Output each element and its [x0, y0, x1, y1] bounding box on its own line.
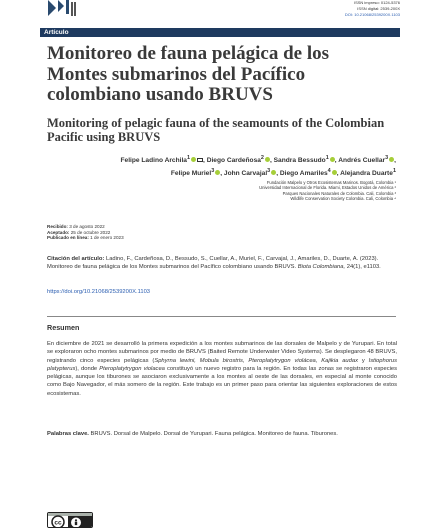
keywords-text: BRUVS. Dorsal de Malpelo. Dorsal de Yurupari. Fauna pelágica. Monitoreo de fauna. Tiburones. — [90, 431, 338, 437]
divider — [47, 316, 396, 317]
author-line-2: Felipe Muriel$^3$ , John Carvajal$^3$ , Diego Amariles$^4$ , Alejandra Duarte$^1$ — [170, 168, 396, 178]
orcid-icon[interactable] — [215, 170, 220, 175]
citation-text: Ladino, F., Cardeñosa, D., Bessudo, S., Cuellar, A., Muriel, F., Carvajal, J., Amariles, D., Duarte, A. (2023). Monitoreo de fauna pelágica de los Montes submarinos del Pacífico colombiano usando BRUVS. — [47, 256, 379, 270]
author-sup: 1 — [325, 155, 329, 161]
journal-logo — [46, 0, 80, 24]
citation — [47, 255, 396, 271]
abstract-heading: Resumen — [47, 323, 80, 332]
affiliation: Wildlife Conservation Society Colombia. Cali, Colombia ⁴ — [290, 196, 396, 202]
orcid-icon[interactable] — [271, 170, 276, 175]
affiliations — [136, 180, 396, 202]
orcid-icon[interactable] — [330, 157, 335, 162]
abstract-part: y — [358, 357, 369, 364]
author-line-1: Felipe Ladino Archila$^1$ , Diego Cardeñosa$^2$ , Sandra Bessudo$^1$ , Andrés Cuellar$^3$ , — [120, 155, 396, 165]
orcid-icon[interactable] — [265, 157, 270, 162]
doi-link[interactable]: https://doi.org/10.21068/2539200X.1103 — [47, 289, 151, 295]
author-sup: 1 — [392, 168, 396, 175]
date-label: Aceptado: — [47, 229, 70, 235]
orcid-icon[interactable] — [191, 157, 196, 162]
author-sup: 4 — [327, 168, 331, 175]
header-doi[interactable]: DOI: 10.21068/2539200X.1103 — [344, 12, 400, 17]
species-names: Istiophorus platypterus — [47, 357, 397, 372]
affiliation: Fundación Malpelo y Otros Ecosistemas Marinos. Bogotá, Colombia ¹ — [266, 180, 396, 185]
orcid-icon[interactable] — [332, 170, 337, 175]
cc-license-badge[interactable] — [47, 512, 93, 528]
species-names: Sphyrna lewini, Mobula birostris, Pteroplatytrygon violácea, Kajikia audax — [154, 357, 358, 364]
author-sup: 3 — [267, 168, 271, 175]
section-label: Artículo — [44, 29, 69, 36]
date-label: Recibido: — [47, 224, 68, 229]
author: Diego Amariles — [279, 170, 328, 178]
author: Andrés Cuellar — [338, 157, 386, 165]
abstract-part: En diciembre de 2021 se desarrolló la primera expedición a los montes submarinos de las dorsales de Malpelo y de Yurupari. En total se exploraron ocho montes submarinos por medio de BRUVS (Baited Remote Underwater Video Systems). Se desplegaron 48 BRUVS, registrando cinco especies pelágicas ( — [47, 341, 397, 364]
author: Sandra Bessudo — [273, 157, 326, 165]
author-sup: 3 — [211, 168, 215, 175]
author: Alejandra Duarte — [340, 170, 393, 178]
date-value: 1 de enero 2023 — [90, 235, 124, 241]
issn-print: ISSN impreso: 0124-5376 — [353, 0, 400, 5]
affiliation: Universidad Internacional de Florida. Miami, Estados Unidos de América ² — [259, 185, 396, 191]
author: John Carvajal — [223, 170, 268, 178]
date-value: 3 de agosto 2022 — [69, 224, 105, 229]
section-bar — [40, 28, 400, 37]
species-names: Pteroplatytrygon violacea — [99, 365, 165, 372]
dates-block — [47, 224, 247, 241]
author: Felipe Muriel — [170, 170, 212, 178]
title-spanish: Monitoreo de fauna pelágica de los Montes submarinos del Pacífico colombiano usando BRUVS — [47, 43, 330, 105]
author-sup: 2 — [260, 155, 264, 161]
abstract-part: constituyó un nuevo registro para la región. En todas las zonas se registraron especies pelágicas, aunque los tiburones se asociaron exclusivamente a los montes al oeste de las dorsales, en especial al monte conocido como Bajo Navegador, el más somero de la región. Este trabajo es un primer paso para orientar las siguientes exploraciones de estos ecosistemas. — [47, 365, 398, 397]
abstract-part: ), donde — [75, 365, 100, 372]
author: Diego Cardeñosa — [206, 157, 261, 165]
author-sup: 3 — [385, 155, 389, 161]
issn-digital: ISSN digital: 2539-200X — [357, 6, 400, 11]
keywords — [47, 430, 397, 438]
issn-block — [290, 0, 400, 18]
citation-volume: 24(1), e1103. — [346, 264, 381, 270]
keywords-label: Palabras clave. — [47, 431, 89, 437]
date-value: 25 de octubre 2022 — [70, 229, 111, 235]
mail-icon[interactable] — [197, 158, 203, 162]
abstract-text — [47, 340, 397, 398]
citation-label: Citación del artículo: — [47, 256, 105, 262]
affiliation: Parques Nacionales Naturales de Colombia. Cali, Colombia ³ — [282, 190, 396, 196]
cc-icon-text: cc — [54, 519, 62, 527]
author: Felipe Ladino Archila — [120, 157, 187, 165]
title-english: Monitoring of pelagic fauna of the seamounts of the Colombian Pacific using BRUVS — [47, 116, 385, 144]
citation-journal: Biota Colombiana, — [297, 264, 346, 270]
author-sup: 1 — [186, 155, 191, 161]
orcid-icon[interactable] — [389, 157, 394, 162]
author-list — [60, 153, 396, 179]
date-label: Publicado en línea: — [47, 235, 89, 241]
